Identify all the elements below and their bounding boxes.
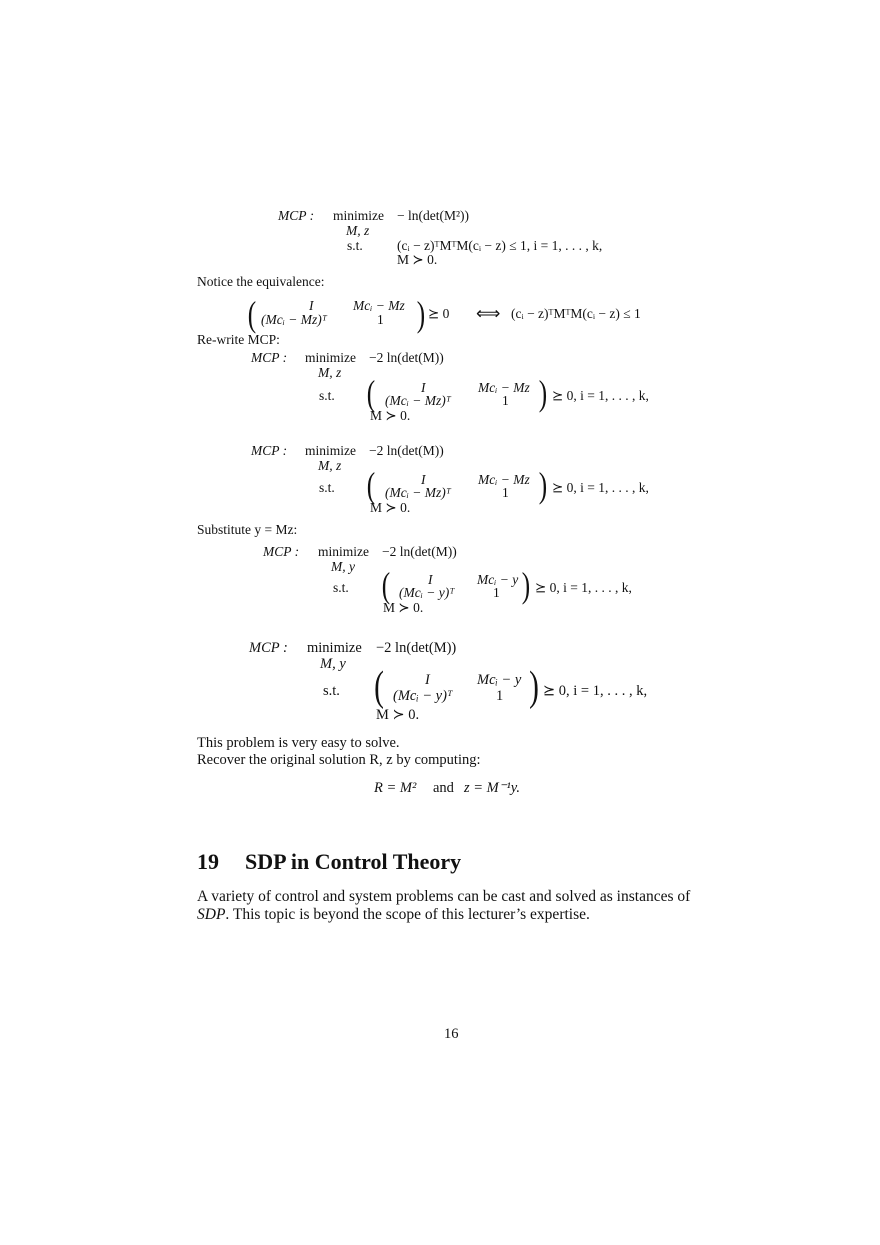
matrix-entry-11: I xyxy=(421,472,426,487)
section-title: SDP in Control Theory xyxy=(245,849,462,874)
matrix-entry-12: Mcᵢ − y xyxy=(477,572,519,587)
pd-constraint: M ≻ 0. xyxy=(370,408,411,423)
program-label: MCP : xyxy=(251,443,288,458)
program-label: MCP : xyxy=(278,208,315,223)
matrix-entry-22: 1 xyxy=(502,393,509,408)
program-label: MCP : xyxy=(249,640,288,656)
formula-z: z = M⁻¹y. xyxy=(464,780,521,796)
notice-text: Notice the equivalence: xyxy=(197,274,325,289)
psd-tail: ⪰ 0, i = 1, . . . , k, xyxy=(543,683,648,699)
matrix-entry-12: Mcᵢ − Mz xyxy=(478,380,530,395)
subject-to: s.t. xyxy=(333,580,349,595)
right-paren: ) xyxy=(521,565,531,605)
matrix-entry-12: Mcᵢ − y xyxy=(477,672,522,688)
pd-constraint: M ≻ 0. xyxy=(383,600,424,615)
left-paren: ( xyxy=(374,664,384,710)
sdp-term: SDP xyxy=(197,906,226,923)
decision-vars: M, z xyxy=(346,223,370,238)
matrix-entry-21: (Mcᵢ − Mz)ᵀ xyxy=(385,393,451,408)
decision-vars: M, z xyxy=(318,458,342,473)
matrix-entry-12: Mcᵢ − Mz xyxy=(353,298,405,313)
objective: −2 ln(det(M)) xyxy=(369,443,444,458)
rewrite-text: Re-write MCP: xyxy=(197,332,280,347)
minimize-keyword: minimize xyxy=(305,443,356,458)
psd-symbol: ⪰ 0 xyxy=(428,306,450,321)
left-paren: ( xyxy=(366,465,376,505)
subject-to: s.t. xyxy=(319,480,335,495)
subject-to: s.t. xyxy=(347,238,363,253)
minimize-keyword: minimize xyxy=(333,208,384,223)
objective: − ln(det(M²)) xyxy=(397,208,470,223)
objective: −2 ln(det(M)) xyxy=(382,544,457,559)
psd-tail: ⪰ 0, i = 1, . . . , k, xyxy=(552,480,649,495)
objective: −2 ln(det(M)) xyxy=(369,350,444,365)
decision-vars: M, y xyxy=(320,656,346,672)
paragraph-line-1: A variety of control and system problems can be cast and solved as instances of xyxy=(197,888,691,905)
formula-r: R = M² xyxy=(374,780,417,796)
recover-text: Recover the original solution R, z by computing: xyxy=(197,752,481,768)
decision-vars: M, y xyxy=(331,559,355,574)
section-number: 19 xyxy=(197,849,219,874)
program-label: MCP : xyxy=(251,350,288,365)
psd-tail: ⪰ 0, i = 1, . . . , k, xyxy=(552,388,649,403)
pd-constraint: M ≻ 0. xyxy=(376,707,420,723)
subject-to: s.t. xyxy=(323,683,340,699)
matrix-entry-21: (Mcᵢ − Mz)ᵀ xyxy=(261,312,327,327)
matrix-entry-22: 1 xyxy=(502,485,509,500)
matrix-entry-21: (Mcᵢ − y)ᵀ xyxy=(393,688,453,704)
minimize-keyword: minimize xyxy=(307,640,362,656)
matrix-entry-11: I xyxy=(428,572,433,587)
paragraph-line-2-rest: . This topic is beyond the scope of this lecturer’s expertise. xyxy=(225,906,590,923)
substitute-text: Substitute y = Mz: xyxy=(197,522,298,537)
right-paren: ) xyxy=(416,294,426,334)
iff-symbol: ⟺ xyxy=(476,304,501,323)
formula-and: and xyxy=(433,780,454,796)
page-number: 16 xyxy=(444,1026,459,1042)
matrix-entry-12: Mcᵢ − Mz xyxy=(478,472,530,487)
pd-constraint: M ≻ 0. xyxy=(397,252,438,267)
minimize-keyword: minimize xyxy=(318,544,369,559)
constraint: (cᵢ − z)ᵀMᵀM(cᵢ − z) ≤ 1, i = 1, . . . , k, xyxy=(397,238,603,253)
pd-constraint: M ≻ 0. xyxy=(370,500,411,515)
objective: −2 ln(det(M)) xyxy=(376,640,457,656)
matrix-entry-11: I xyxy=(309,298,314,313)
right-paren: ) xyxy=(538,373,548,413)
matrix-entry-21: (Mcᵢ − y)ᵀ xyxy=(399,585,455,600)
matrix-entry-22: 1 xyxy=(493,585,500,600)
matrix-entry-22: 1 xyxy=(377,312,384,327)
easy-text: This problem is very easy to solve. xyxy=(197,735,400,751)
equivalent-constraint: (cᵢ − z)ᵀMᵀM(cᵢ − z) ≤ 1 xyxy=(511,306,641,321)
subject-to: s.t. xyxy=(319,388,335,403)
paragraph-line-2 xyxy=(197,907,590,923)
left-paren: ( xyxy=(366,373,376,413)
matrix-entry-11: I xyxy=(421,380,426,395)
left-paren: ( xyxy=(247,294,257,334)
minimize-keyword: minimize xyxy=(305,350,356,365)
matrix-entry-22: 1 xyxy=(496,688,504,704)
left-paren: ( xyxy=(381,565,391,605)
matrix-entry-21: (Mcᵢ − Mz)ᵀ xyxy=(385,485,451,500)
program-label: MCP : xyxy=(263,544,300,559)
right-paren: ) xyxy=(529,664,539,710)
decision-vars: M, z xyxy=(318,365,342,380)
psd-tail: ⪰ 0, i = 1, . . . , k, xyxy=(535,580,632,595)
right-paren: ) xyxy=(538,465,548,505)
matrix-entry-11: I xyxy=(425,672,430,688)
